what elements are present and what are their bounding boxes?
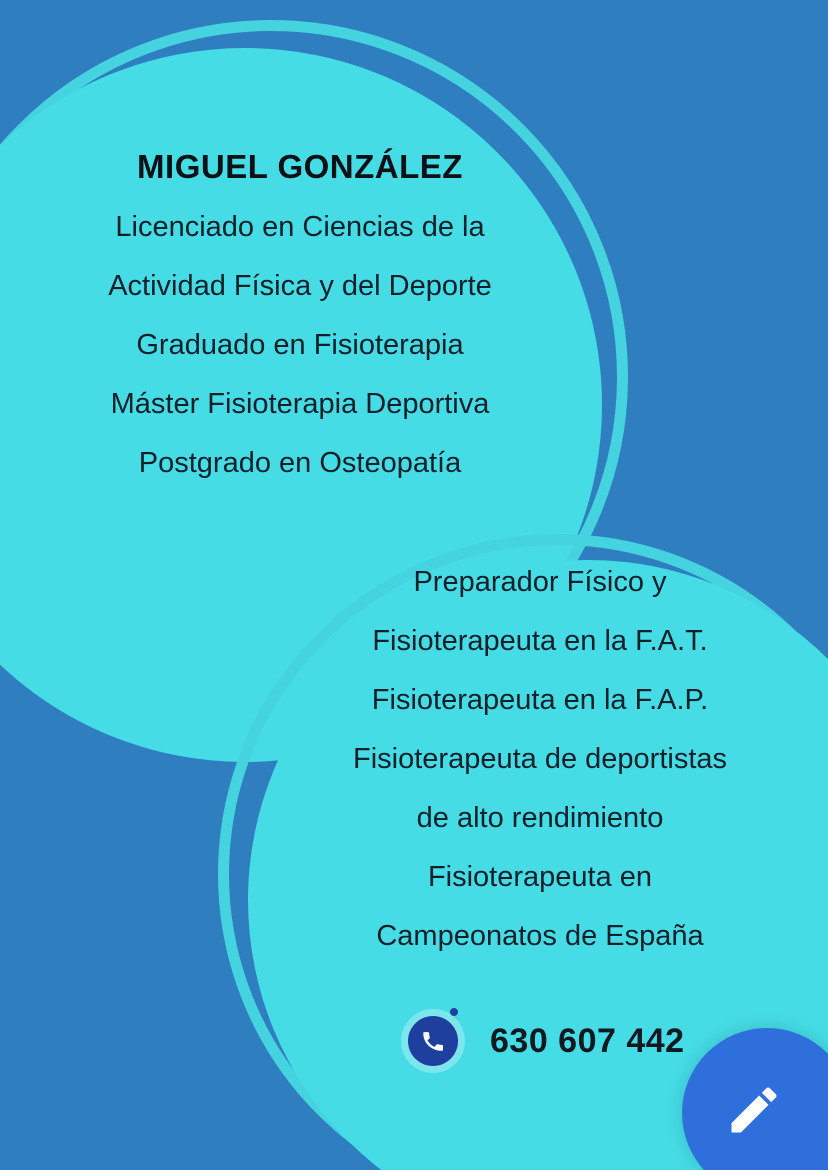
phone-icon-dot [450,1008,458,1016]
experience-block [270,568,810,981]
experience-line: Preparador Físico y [413,566,667,598]
phone-icon[interactable] [400,1008,466,1074]
experience-line: Fisioterapeuta en la F.A.T. [372,625,708,657]
qualification-line: Máster Fisioterapia Deportiva [110,388,490,420]
experience-line: de alto rendimiento [416,802,664,834]
experience-line: Fisioterapeuta de deportistas [353,743,727,775]
qualification-line: Actividad Física y del Deporte [108,270,492,302]
qualification-line: Licenciado en Ciencias de la [115,211,485,243]
experience-line: Fisioterapeuta en [427,861,653,893]
experience-line: Fisioterapeuta en la F.A.P. [371,684,709,716]
phone-number[interactable]: 630 607 442 [490,1021,685,1060]
qualifications-block [20,150,580,508]
qualification-line: Postgrado en Osteopatía [138,447,462,479]
page-title: MIGUEL GONZÁLEZ [137,148,463,185]
qualification-line: Graduado en Fisioterapia [136,329,464,361]
pencil-icon [724,1080,784,1145]
phone-row[interactable] [400,1008,685,1074]
phone-icon-disc [408,1016,458,1066]
experience-line: Campeonatos de España [376,920,704,952]
